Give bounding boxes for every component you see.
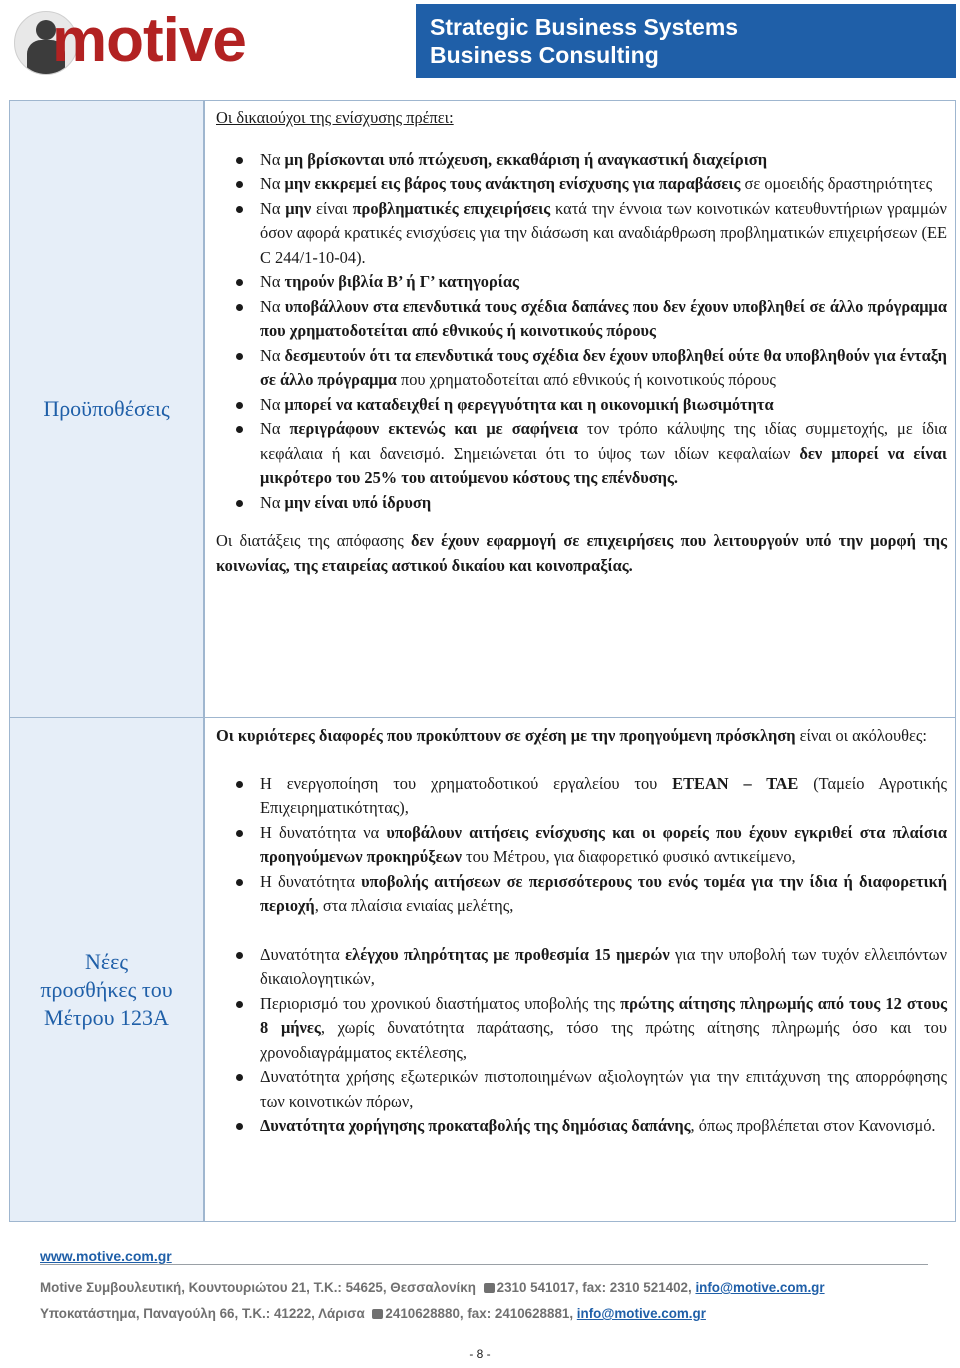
- text-run: , χωρίς δυνατότητα παράτασης, τόσο της πρώτης αίτησης πληρωμής όσο και του χρονοδιαγράμματος εκτέλεσης,: [260, 1018, 947, 1062]
- bold-text-run: μην: [285, 198, 312, 218]
- bold-text-run: δεν μπορεί να είναι μικρότερο του 25% του αιτούμενου κόστους της επένδυσης.: [260, 443, 947, 487]
- text-run: Περιορισμό του χρονικού διαστήματος υποβολής της: [260, 993, 621, 1013]
- content-cell-prerequisites: [204, 101, 956, 718]
- bullet-item: [216, 270, 947, 295]
- row-prerequisites: [10, 101, 956, 718]
- row-new-additions: [10, 718, 956, 1222]
- text-run: , στα πλαίσια ενιαίας μελέτης,: [314, 896, 514, 915]
- text-run: για την υποβολή των τυχόν ελλειπόντων δικαιολογητικών,: [260, 944, 947, 988]
- bullet-item: [216, 943, 947, 992]
- text-run: Να: [260, 492, 285, 512]
- bold-text-run: Οι κυριότερες διαφορές που προκύπτουν σε σχέση με την προηγούμενη πρόσκληση: [216, 726, 796, 745]
- text-run: Η δυνατότητα να: [260, 822, 387, 842]
- bullet-item: [216, 1065, 947, 1114]
- footer-address-branch-text: Υποκατάστημα, Παναγούλη 66, Τ.Κ.: 41222, Λάρισα: [40, 1306, 365, 1321]
- text-run: Να: [260, 174, 285, 193]
- text-run: Η ενεργοποίηση του χρηματοδοτικού εργαλείου του: [260, 773, 673, 793]
- label-new-additions-line-2: προσθήκες του: [40, 976, 173, 1002]
- bullet-item: [216, 821, 947, 870]
- bold-text-run: τηρούν βιβλία Β’ ή Γ’ κατηγορίας: [284, 272, 519, 291]
- text-run: Να: [260, 394, 285, 414]
- bullet-item: [216, 870, 947, 919]
- differences-list-a: [216, 772, 947, 919]
- logo-text: motive: [52, 6, 246, 75]
- footer-email-branch-link[interactable]: info@motive.com.gr: [576, 1306, 706, 1321]
- bold-text-run: προβληματικές επιχειρήσεις: [352, 198, 551, 218]
- bold-text-run: υποβάλουν αιτήσεις ενίσχυσης και οι φορείς που έχουν εγκριθεί στα πλαίσια προηγούμενων προκηρύξεων: [260, 822, 947, 866]
- bullet-item: [216, 393, 947, 418]
- text-run: Να: [260, 296, 285, 316]
- prerequisites-list: [216, 148, 947, 516]
- label-prerequisites: Προϋποθέσεις: [43, 396, 170, 421]
- bullet-item: [216, 172, 947, 197]
- differences-list-b: [216, 943, 947, 1139]
- text-run: , όπως προβλέπεται στον Κανονισμό.: [690, 1116, 936, 1135]
- bold-text-run: υποβολής αιτήσεων σε περισσότερους του ενός τομέα για την ίδια ή διαφορετική περιοχή: [260, 871, 948, 915]
- text-run: Δυνατότητα χρήσης εξωτερικών πιστοποιημένων αξιολογητών για την επιτάχυνση της απορρόφησης των κοινοτικών πόρων,: [260, 1067, 947, 1111]
- bold-text-run: μην εκκρεμεί εις βάρος τους ανάκτηση ενίσχυσης για παραβάσεις: [284, 174, 741, 193]
- logo: [4, 4, 416, 78]
- tagline-2: Business Consulting: [430, 42, 659, 68]
- bullet-item: [216, 1114, 947, 1139]
- bullet-item: [216, 772, 947, 821]
- bold-text-run: δεν έχουν εφαρμογή σε επιχειρήσεις που λειτουργούν υπό την μορφή της κοινωνίας, της εταιρείας αστικού δικαίου και κοινοπραξίας.: [216, 531, 947, 575]
- label-new-additions-line-1: Νέες: [84, 948, 129, 974]
- text-run: τον τρόπο κάλυψης της ιδίας συμμετοχής, με ίδια κεφάλαια ή και δανεισμό. Σημειώνεται ότι το ύψος των ιδίων κεφαλαίων: [260, 419, 947, 463]
- content-table: [9, 100, 956, 1222]
- footer-website-link[interactable]: www.motive.com.gr: [40, 1248, 172, 1264]
- bullet-item: [216, 992, 947, 1066]
- label-cell-new-additions: [10, 718, 205, 1222]
- text-run: Να: [260, 272, 285, 291]
- text-run: είναι οι ακόλουθες:: [795, 726, 927, 745]
- text-run: Δυνατότητα: [260, 944, 346, 964]
- text-run: είναι: [311, 198, 353, 218]
- bold-text-run: δεσμευτούν ότι τα επενδυτικά τους σχέδια δεν έχουν υποβληθεί ούτε θα υποβληθούν για ένταξη σε άλλο πρόγραμμα: [260, 345, 947, 389]
- text-run: Να: [260, 345, 285, 365]
- page-number: - 8 -: [469, 1347, 491, 1361]
- bullet-item: [216, 491, 947, 516]
- footer-address-main-text: Motive Συμβουλευτική, Κουντουριώτου 21, Τ.Κ.: 54625, Θεσσαλονίκη: [40, 1280, 476, 1295]
- text-run: που χρηματοδοτείται από εθνικούς ή κοινοτικούς πόρους: [396, 370, 776, 389]
- bold-text-run: Δυνατότητα χορήγησης προκαταβολής της δημόσιας δαπάνης: [260, 1116, 691, 1135]
- bullet-item: [216, 148, 947, 173]
- phone-icon: [372, 1309, 383, 1319]
- bold-text-run: ελέγχου πληρότητας με προθεσμία 15 ημερών: [345, 944, 670, 964]
- applicability-note: [216, 529, 947, 578]
- footer-phone-main: 2310 541017, fax: 2310 521402,: [496, 1280, 692, 1295]
- label-new-additions-line-3: Μέτρου 123Α: [44, 1004, 169, 1030]
- text-run: Η δυνατότητα: [260, 871, 362, 891]
- text-run: (Ταμείο Αγροτικής Επιχειρηματικότητας),: [260, 773, 947, 817]
- bold-text-run: πρώτης αίτησης πληρωμής από τους 12 στους 8 μήνες: [260, 993, 948, 1037]
- footer-divider: [40, 1264, 928, 1265]
- bold-text-run: μη βρίσκονται υπό πτώχευση, εκκαθάριση ή αναγκαστική διαχείριση: [284, 149, 768, 169]
- footer-email-main-link[interactable]: info@motive.com.gr: [695, 1280, 825, 1295]
- footer-address-main: [40, 1280, 825, 1295]
- footer-phone-branch: 2410628880, fax: 2410628881,: [385, 1306, 574, 1321]
- bold-text-run: μπορεί να καταδειχθεί η φερεγγυότητα και η οικονομική βιωσιμότητα: [284, 394, 774, 414]
- text-run: σε ομοειδής δραστηριότητες: [740, 174, 933, 193]
- text-run: Να: [260, 198, 286, 218]
- text-run: Οι διατάξεις της απόφασης: [216, 531, 412, 550]
- phone-icon: [484, 1283, 495, 1293]
- bold-text-run: περιγράφουν εκτενώς και με σαφήνεια: [289, 419, 578, 438]
- label-cell-prerequisites: [10, 101, 205, 718]
- header-banner: [4, 4, 956, 78]
- tagline-block: [416, 4, 956, 78]
- text-run: του Μέτρου, για διαφορετικό φυσικό αντικείμενο,: [461, 847, 796, 866]
- tagline-1: Strategic Business Systems: [430, 14, 739, 40]
- text-run: κατά την έννοια των κοινοτικών κατευθυντήριων γραμμών όσον αφορά κρατικές ενισχύσεις για την διάσωση και αναδιάρθρωση προβληματικών επιχειρήσεων (ΕΕ C 244/1-10-04).: [260, 198, 947, 267]
- text-run: Να: [260, 149, 285, 169]
- text-run: Να: [260, 419, 290, 438]
- bullet-item: [216, 417, 947, 491]
- section-title: Οι δικαιούχοι της ενίσχυσης πρέπει:: [216, 108, 454, 127]
- differences-intro: [216, 724, 947, 749]
- bold-text-run: υποβάλλουν στα επενδυτικά τους σχέδια δαπάνες που δεν έχουν υποβληθεί σε άλλο πρόγραμμα που χρηματοδοτείται από εθνικούς ή κοινοτικούς πόρους: [260, 296, 947, 340]
- bullet-item: [216, 295, 947, 344]
- bold-text-run: ΕΤΕΑΝ – ΤΑΕ: [672, 773, 799, 793]
- bullet-item: [216, 344, 947, 393]
- content-cell-new-additions: [204, 718, 956, 1222]
- footer-address-branch: [40, 1306, 706, 1321]
- bold-text-run: μην είναι υπό ίδρυση: [284, 492, 432, 512]
- bullet-item: [216, 197, 947, 271]
